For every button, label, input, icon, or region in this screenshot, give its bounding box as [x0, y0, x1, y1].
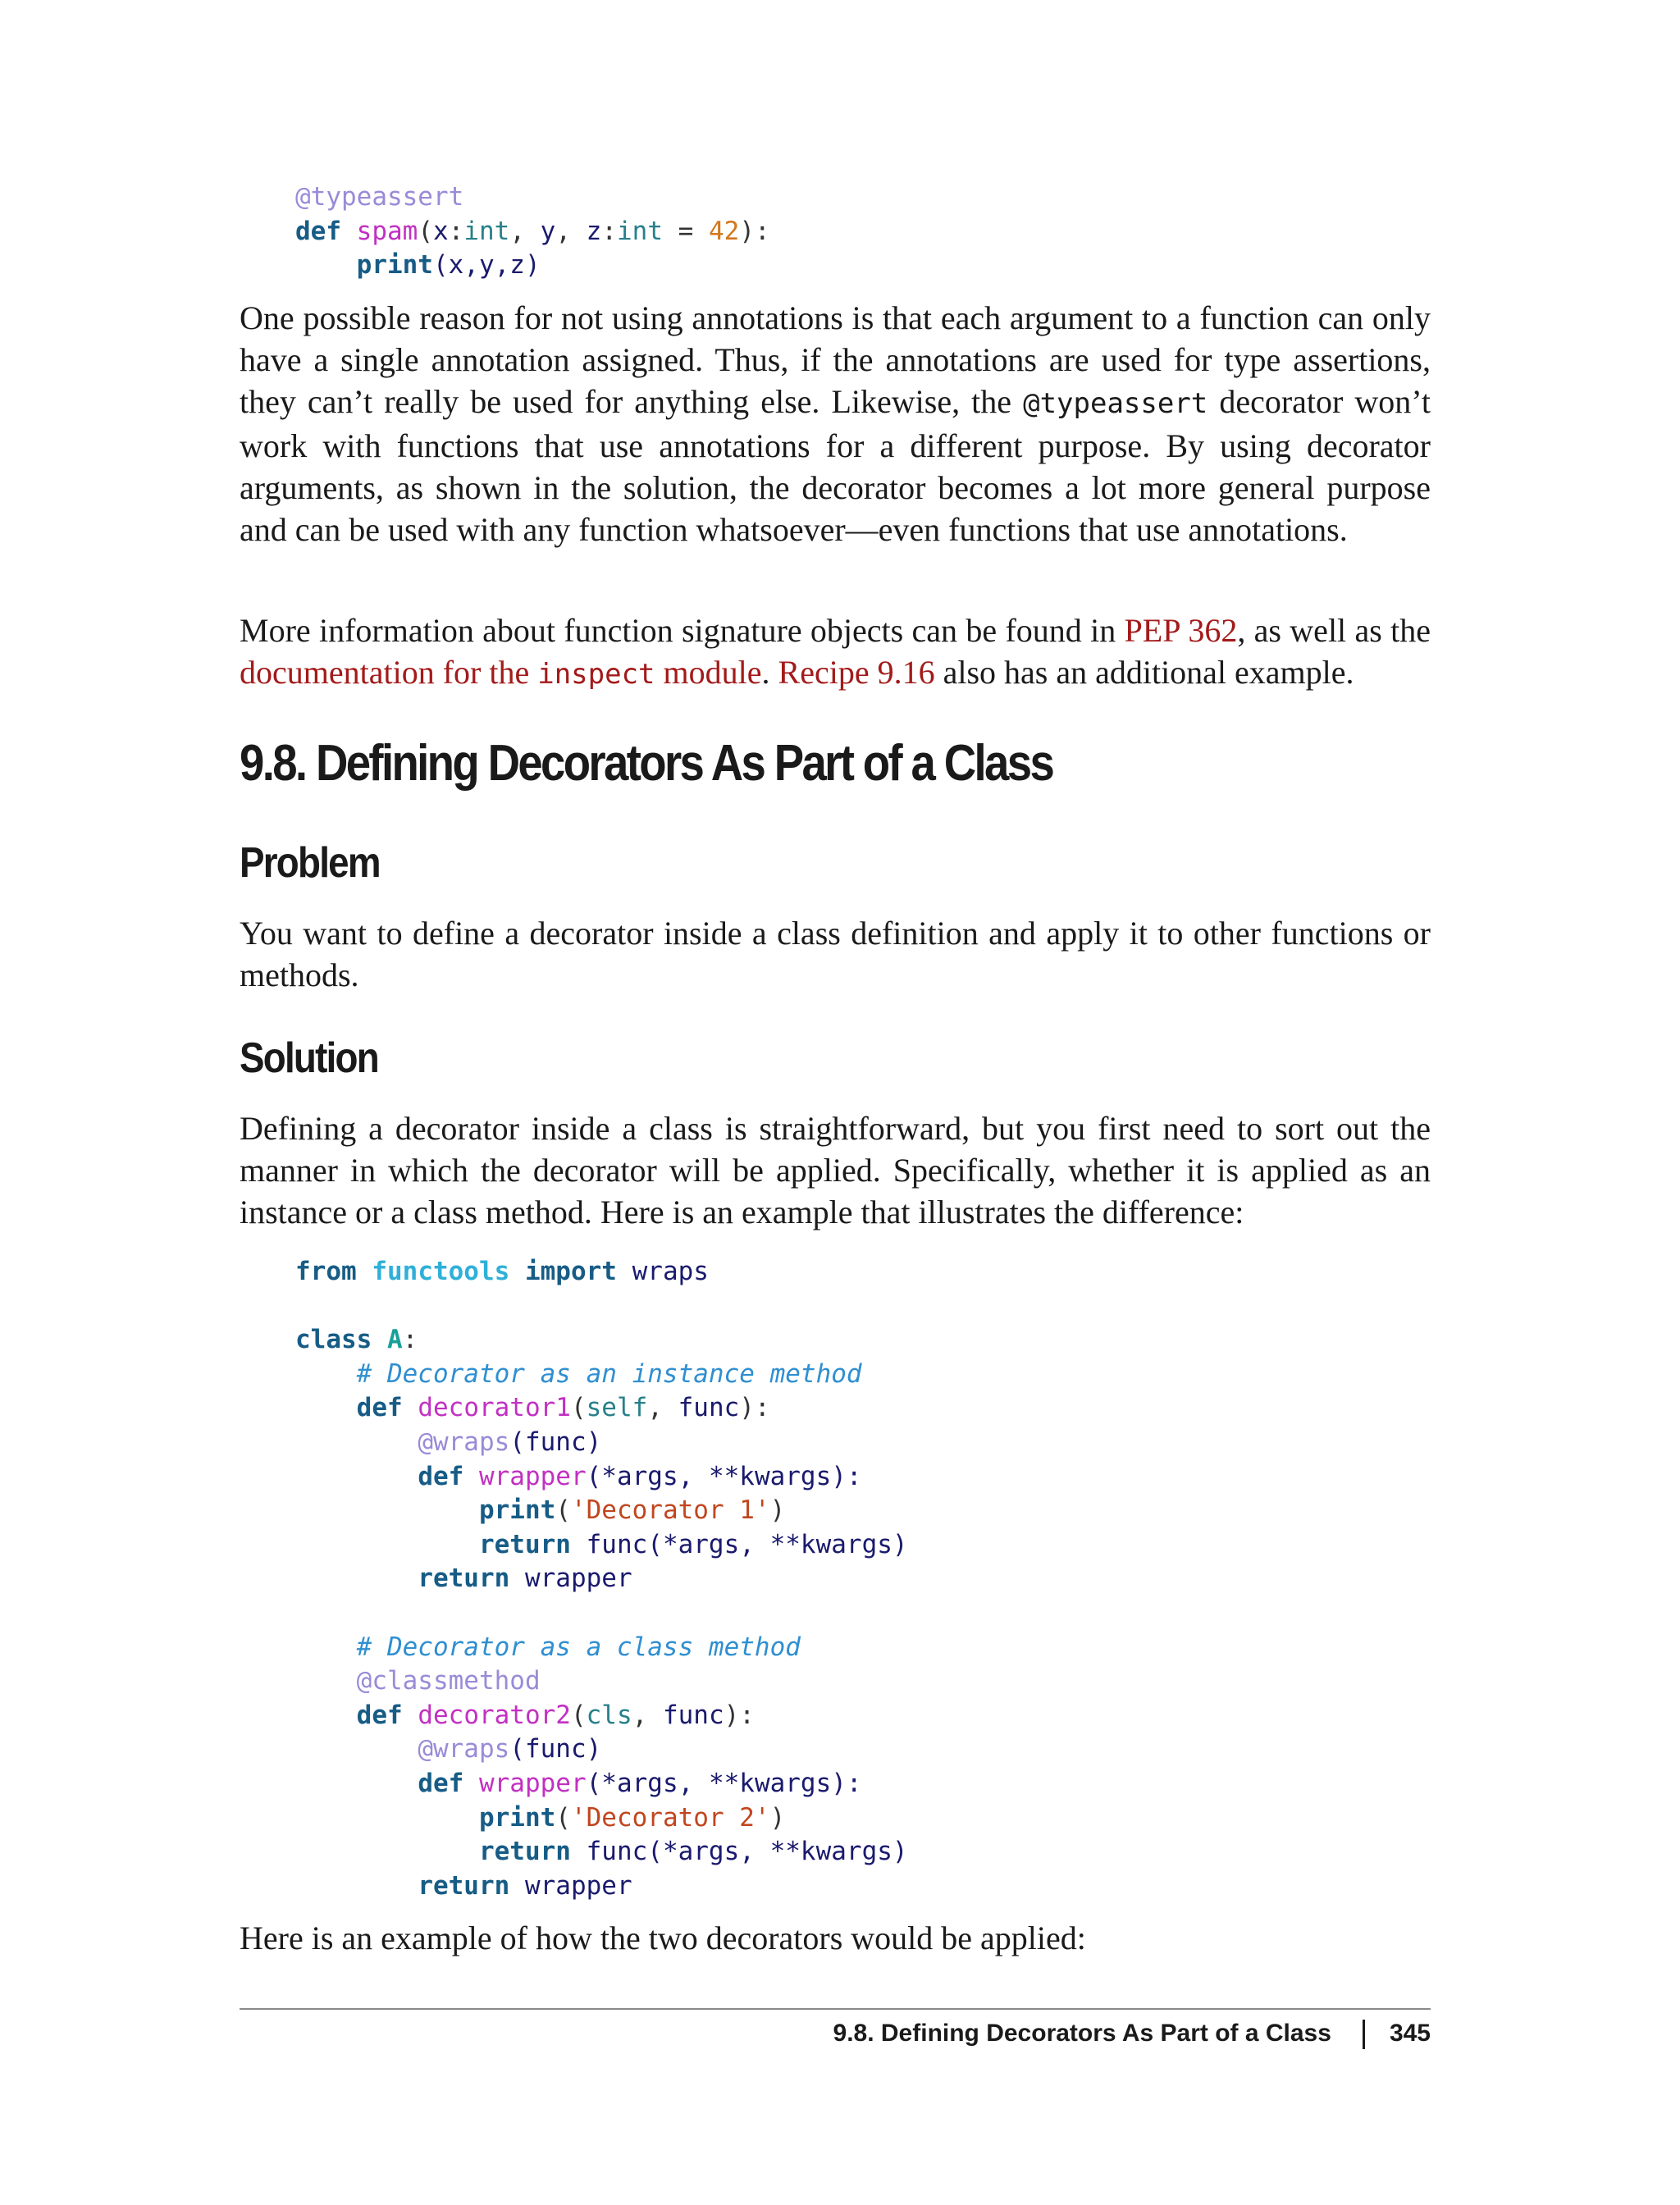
code-param: z — [586, 216, 602, 246]
code-keyword: from — [295, 1257, 357, 1286]
link-pep-362[interactable]: PEP 362 — [1124, 612, 1238, 649]
text: One possible reason for not using annotations is that each argument to a function can only have a single annotation assigned. Thus, if the annotations are used for type assertions, they can’t really be used for anything else. Likewise, the — [240, 299, 1431, 420]
text: also has an additional example. — [934, 654, 1354, 691]
code-string: 'Decorator 1' — [570, 1495, 770, 1526]
paragraph-annotations — [240, 297, 1431, 550]
code-block-decorators-class — [295, 1255, 908, 1903]
code-param: y — [540, 216, 556, 246]
footer-rule — [240, 2008, 1431, 2010]
code-punct: ( — [570, 1393, 587, 1423]
code-punct: , — [555, 216, 587, 246]
solution-heading: Solution — [240, 1034, 378, 1082]
problem-text: You want to define a decorator inside a class definition and apply it to other functions or methods. — [240, 915, 1431, 993]
code-expr: wrapper — [524, 1564, 632, 1594]
text: . — [761, 654, 778, 691]
code-number: 42 — [709, 216, 740, 246]
code-punct: , — [509, 216, 541, 246]
text: More information about function signature objects can be found in — [240, 612, 1125, 649]
code-function-name: decorator1 — [418, 1393, 571, 1423]
code-keyword: return — [418, 1564, 510, 1594]
code-type: int — [463, 216, 510, 246]
page-number: 345 — [1389, 2020, 1431, 2047]
code-punct: : — [448, 216, 464, 246]
code-args: (*args, **kwargs): — [586, 1461, 862, 1491]
code-builtin: print — [356, 250, 433, 281]
paragraph-applied: Here is an example of how the two decorators would be applied: — [240, 1920, 1086, 1956]
code-punct: ) — [769, 1495, 786, 1526]
code-keyword: import — [524, 1257, 617, 1286]
code-punct: , — [632, 1700, 663, 1730]
code-expr: func(*args, **kwargs) — [586, 1529, 908, 1559]
code-punct: ) — [769, 1802, 786, 1833]
link-recipe-9-16[interactable]: Recipe 9.16 — [778, 654, 935, 691]
text: , as well as the — [1237, 612, 1431, 649]
code-param: func — [678, 1393, 740, 1423]
page-footer — [833, 2020, 1431, 2049]
inline-code: inspect — [537, 658, 655, 691]
section-title: 9.8. Defining Decorators As Part of a Class — [240, 735, 1053, 792]
code-comment: # Decorator as a class method — [356, 1632, 801, 1662]
text: decorator won’t work with functions that use annotations for a different purpose. By using decorator arguments, as shown in the solution, the decorator becomes a lot more general purpose and can be used with any function whatsoever—even functions that use annotations. — [240, 383, 1431, 548]
code-punct: : — [601, 216, 618, 246]
code-punct: , — [647, 1393, 678, 1423]
paragraph-more-info — [240, 609, 1431, 696]
code-comment: # Decorator as an instance method — [356, 1358, 862, 1389]
code-punct: ( — [570, 1700, 587, 1730]
code-punct: = — [663, 216, 710, 246]
link-text: documentation for the — [240, 654, 538, 691]
code-keyword: return — [418, 1870, 510, 1901]
code-block-typeassert — [295, 180, 770, 283]
code-punct: ): — [724, 1700, 755, 1730]
code-string: 'Decorator 2' — [570, 1802, 770, 1833]
code-decorator: @typeassert — [295, 182, 464, 212]
code-keyword: return — [478, 1529, 571, 1559]
code-args: (*args, **kwargs): — [586, 1768, 862, 1798]
code-keyword: def — [295, 216, 341, 246]
code-keyword: def — [418, 1461, 464, 1491]
code-param: func — [662, 1700, 724, 1730]
inline-code: @typeassert — [1023, 387, 1208, 420]
code-punct: ): — [739, 216, 770, 246]
code-type: int — [617, 216, 664, 246]
code-expr: func(*args, **kwargs) — [586, 1837, 908, 1867]
code-class-name: A — [387, 1325, 403, 1355]
problem-heading: Problem — [240, 839, 380, 887]
footer-separator — [1363, 2020, 1365, 2049]
link-inspect-docs[interactable] — [240, 654, 762, 691]
code-keyword: def — [356, 1393, 403, 1423]
code-module: functools — [372, 1257, 510, 1286]
code-function-name: spam — [356, 216, 418, 246]
solution-text: Defining a decorator inside a class is straightforward, but you first need to sort out the manner in which the decorator will be applied. Specifically, whether it is applied as an instance or a class method. Here is an example that illustrates the difference: — [240, 1110, 1431, 1230]
code-builtin: print — [478, 1802, 556, 1833]
code-self: self — [586, 1393, 648, 1423]
code-function-name: decorator2 — [418, 1700, 571, 1730]
code-punct: ( — [555, 1495, 571, 1526]
code-expr: wrapper — [524, 1870, 632, 1901]
code-decorator: @wraps — [418, 1734, 510, 1764]
code-keyword: class — [295, 1325, 372, 1355]
code-keyword: def — [356, 1700, 403, 1730]
code-function-name: wrapper — [478, 1768, 587, 1798]
code-punct: ( — [555, 1802, 571, 1833]
code-punct: : — [402, 1325, 418, 1355]
code-decorator: @classmethod — [356, 1666, 541, 1696]
code-args: (func) — [509, 1427, 602, 1457]
code-decorator: @wraps — [418, 1427, 510, 1457]
code-punct: ): — [739, 1393, 770, 1423]
code-function-name: wrapper — [478, 1461, 587, 1491]
code-keyword: def — [418, 1768, 464, 1798]
code-punct: ( — [418, 216, 433, 246]
link-text: module — [655, 654, 762, 691]
code-args: (x,y,z) — [432, 250, 541, 281]
code-builtin: print — [478, 1495, 556, 1526]
code-param: x — [433, 216, 449, 246]
footer-section-title: 9.8. Defining Decorators As Part of a Class — [833, 2020, 1331, 2047]
code-name: wraps — [632, 1257, 709, 1286]
code-cls: cls — [586, 1700, 632, 1730]
code-args: (func) — [509, 1734, 602, 1764]
code-keyword: return — [478, 1837, 571, 1867]
